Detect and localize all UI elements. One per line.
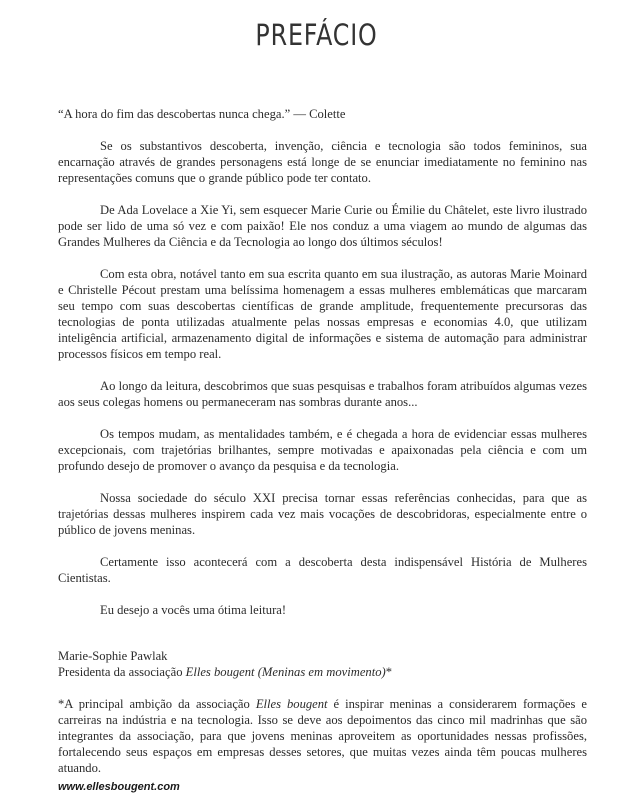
paragraph-7: Certamente isso acontecerá com a descoberta desta indispensável História de Mulheres Cientistas. xyxy=(58,555,587,585)
epigraph-quote: “A hora do fim das descobertas nunca chega.” — Colette xyxy=(58,107,346,121)
paragraph-4: Ao longo da leitura, descobrimos que suas pesquisas e trabalhos foram atribuídos algumas vezes aos seus colegas homens ou permaneceram nas sombras durante anos... xyxy=(58,379,587,409)
footnote-association: Elles bougent xyxy=(255,697,328,711)
preface-body xyxy=(58,106,587,795)
signature-name: Marie-Sophie Pawlak xyxy=(58,649,168,663)
footnote-text: é inspirar meninas a considerarem formações e carreiras na indústria e na tecnologia. Isso se deve aos depoimentos das cinco mil madrinhas que são integrantes da associação, para que jovens meninas aproveitem as oportunidades nessas profissões, fortalecendo seus espaços em empresas desses setores, que muitas vezes ainda têm poucas mulheres atuando. xyxy=(58,697,587,775)
signature-block xyxy=(58,648,587,680)
footnote-prefix: *A principal ambição da associação xyxy=(58,697,256,711)
footnote xyxy=(58,696,587,776)
signature-role-prefix: Presidenta da associação xyxy=(58,665,186,679)
website-link[interactable]: www.ellesbougent.com xyxy=(58,781,180,793)
paragraph-5: Os tempos mudam, as mentalidades também, e é chegada a hora de evidenciar essas mulheres excepcionais, com trajetórias brilhantes, sempre motivadas e apaixonadas pela ciência e com um profundo desejo de promover o avanço da pesquisa e da tecnologia. xyxy=(58,427,587,473)
signature-role-association: Elles bougent (Meninas em movimento) xyxy=(185,665,386,679)
paragraph-2: De Ada Lovelace a Xie Yi, sem esquecer Marie Curie ou Émilie du Châtelet, este livro ilustrado pode ser lido de uma só vez e com paixão! Ele nos conduz a uma viagem ao mundo de algumas das Grandes Mulheres da Ciência e da Tecnologia ao longo dos últimos séculos! xyxy=(58,203,587,249)
paragraph-3: Com esta obra, notável tanto em sua escrita quanto em sua ilustração, as autoras Marie Moinard e Christelle Pécout prestam uma belíssima homenagem a essas mulheres emblemáticas que marcaram seu tempo com suas descobertas científicas de grande amplitude, frequentemente precursoras das tecnologias de ponta utilizadas atualmente pelas nossas empresas e economias 4.0, que utilizam inteligência artificial, armazenamento digital de informações e sistema de automação para administrar processos físicos em tempo real. xyxy=(58,267,587,361)
paragraph-8: Eu desejo a vocês uma ótima leitura! xyxy=(100,603,287,617)
paragraph-1: Se os substantivos descoberta, invenção, ciência e tecnologia são todos femininos, sua encarnação através de grandes personagens está longe de se enunciar imediatamente no feminino nas representações comuns que o grande público pode ter contato. xyxy=(58,139,587,185)
page-title: PREFÁCIO xyxy=(255,18,378,52)
paragraph-6: Nossa sociedade do século XXI precisa tornar essas referências conhecidas, para que as trajetórias dessas mulheres inspirem cada vez mais vocações de descobridoras, especialmente entre o público de jovens meninas. xyxy=(58,491,587,537)
signature-role xyxy=(58,664,587,680)
signature-role-marker: * xyxy=(385,665,392,679)
